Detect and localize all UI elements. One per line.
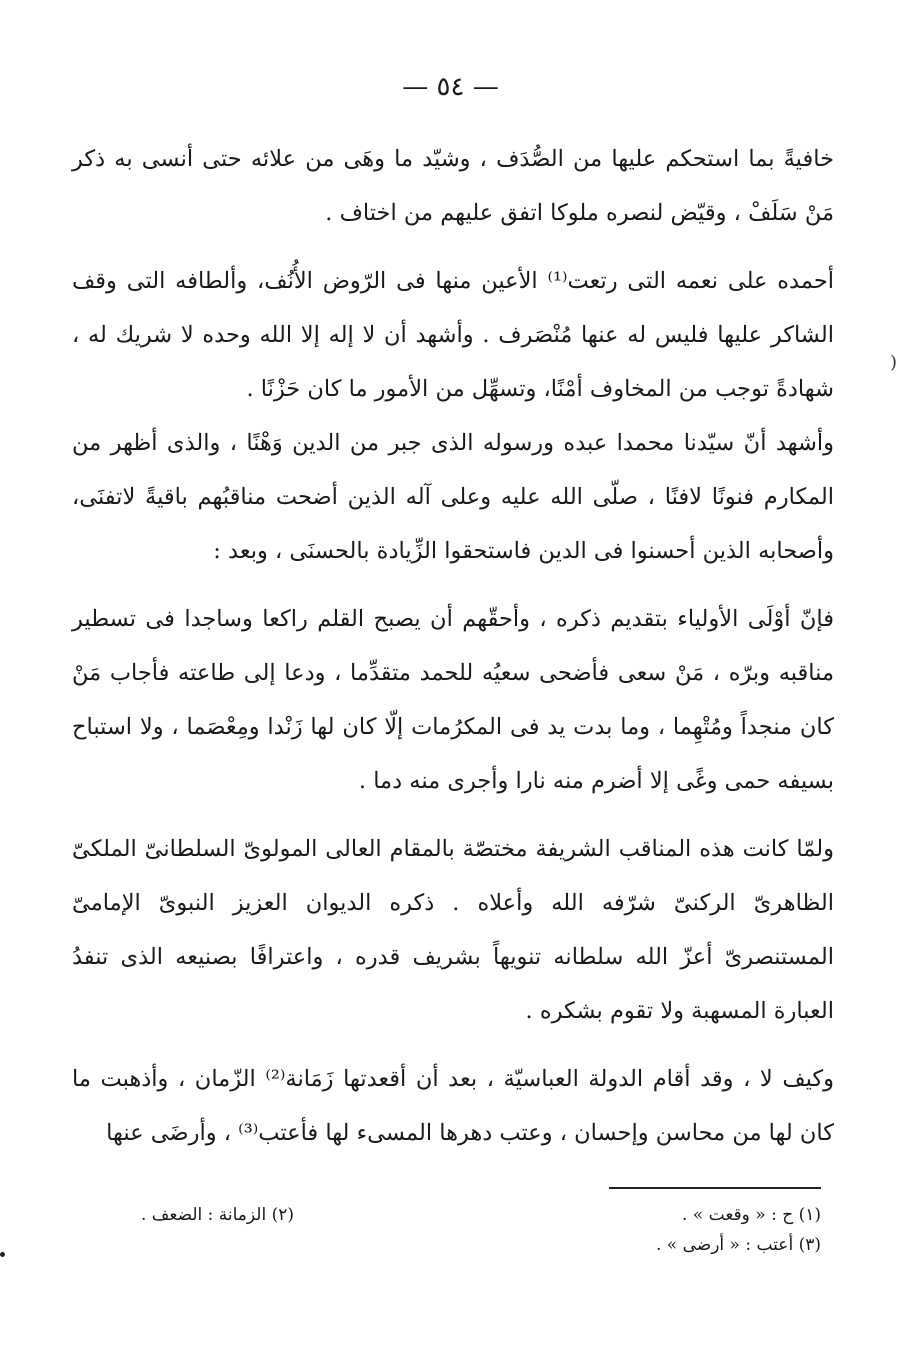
paragraph-2: أحمده على نعمه التى رتعت⁽¹⁾ الأعين منها فى الرّوض الأُنُف، وألطافه التى وقف الشاكر عليها فليس له عنها مُنْصَرف . وأشهد أن لا إله إلا الله وحده لا شريك له ، شهادةً توجب من المخاوف أمْنًا، وتسهِّل من الأمور ما كان حَزْنًا . xyxy=(72,268,834,402)
paragraph-3: وأشهد أنّ سيّدنا محمدا عبده ورسوله الذى جبر من الدين وَهْنًا ، والذى أظهر من المكارم فنونًا لافنًا ، صلّى الله عليه وعلى آله الذين أضحت مناقبُهم باقيةً لاتفنَى، وأصحابه الذين أحسنوا فى الدين فاستحقوا الزِّيادة بالحسنَى ، وبعد : xyxy=(72,430,834,564)
page-number: — ٥٤ — xyxy=(402,72,499,102)
footnote-2: (٢) الزمانة : الضعف . xyxy=(141,1205,295,1225)
scan-dot-mark xyxy=(0,1252,5,1257)
footnote-3: (٣) أعتب : « أرضى » . xyxy=(656,1235,821,1255)
paragraph-1: خافيةً بما استحكم عليها من الصُّدَف ، وشيّد ما وهَى من علائه حتى أنسى به ذكر مَنْ سَلَفْ ، وقيّض لنصره ملوكا اتفق عليهم من اختاف . xyxy=(72,146,834,226)
paragraph-6: وكيف لا ، وقد أقام الدولة العباسيّة ، بعد أن أقعدتها زَمَانة⁽²⁾ الزّمان ، وأذهبت ما كان لها من محاسن وإحسان ، وعتب دهرها المسىء لها فأعتب⁽³⁾ ، وأرضَى عنها xyxy=(72,1066,834,1146)
paragraph-4: فإنّ أوْلَى الأولياء بتقديم ذكره ، وأحقّهم أن يصبح القلم راكعا وساجدا فى تسطير مناقبه وبرّه ، مَنْ سعى فأضحى سعيُه للحمد متقدِّما ، ودعا إلى طاعته فأجاب مَنْ كان منجداً ومُتْهِما ، وما بدت يد فى المكرُمات إلّا كان لها زَنْدا ومِعْصَما ، ولا استباح بسيفه حمى وغًى إلا أضرم منه نارا وأجرى منه دما . xyxy=(72,606,834,794)
footnote-1: (١) ح : « وقعت » . xyxy=(682,1205,821,1225)
footnote-2-wrap xyxy=(141,1200,471,1230)
margin-mark: ( xyxy=(889,352,897,373)
footnote-row-1 xyxy=(141,1200,821,1230)
paragraph-5: ولمّا كانت هذه المناقب الشريفة مختصّة بالمقام العالى المولوىّ السلطانىّ الملكىّ الظاهرىّ الركنىّ شرّفه الله وأعلاه . ذكره الديوان العزيز النبوىّ الإمامىّ المستنصرىّ أعزّ الله سلطانه تنويهاً بشريف قدره ، واعترافًا بصنيعه الذى تنفدُ العبارة المسهبة ولا تقوم بشكره . xyxy=(72,836,834,1024)
footnote-divider xyxy=(609,1187,821,1189)
body-text xyxy=(72,132,834,1160)
footnote-row-2 xyxy=(141,1230,821,1260)
footnotes xyxy=(141,1200,821,1260)
